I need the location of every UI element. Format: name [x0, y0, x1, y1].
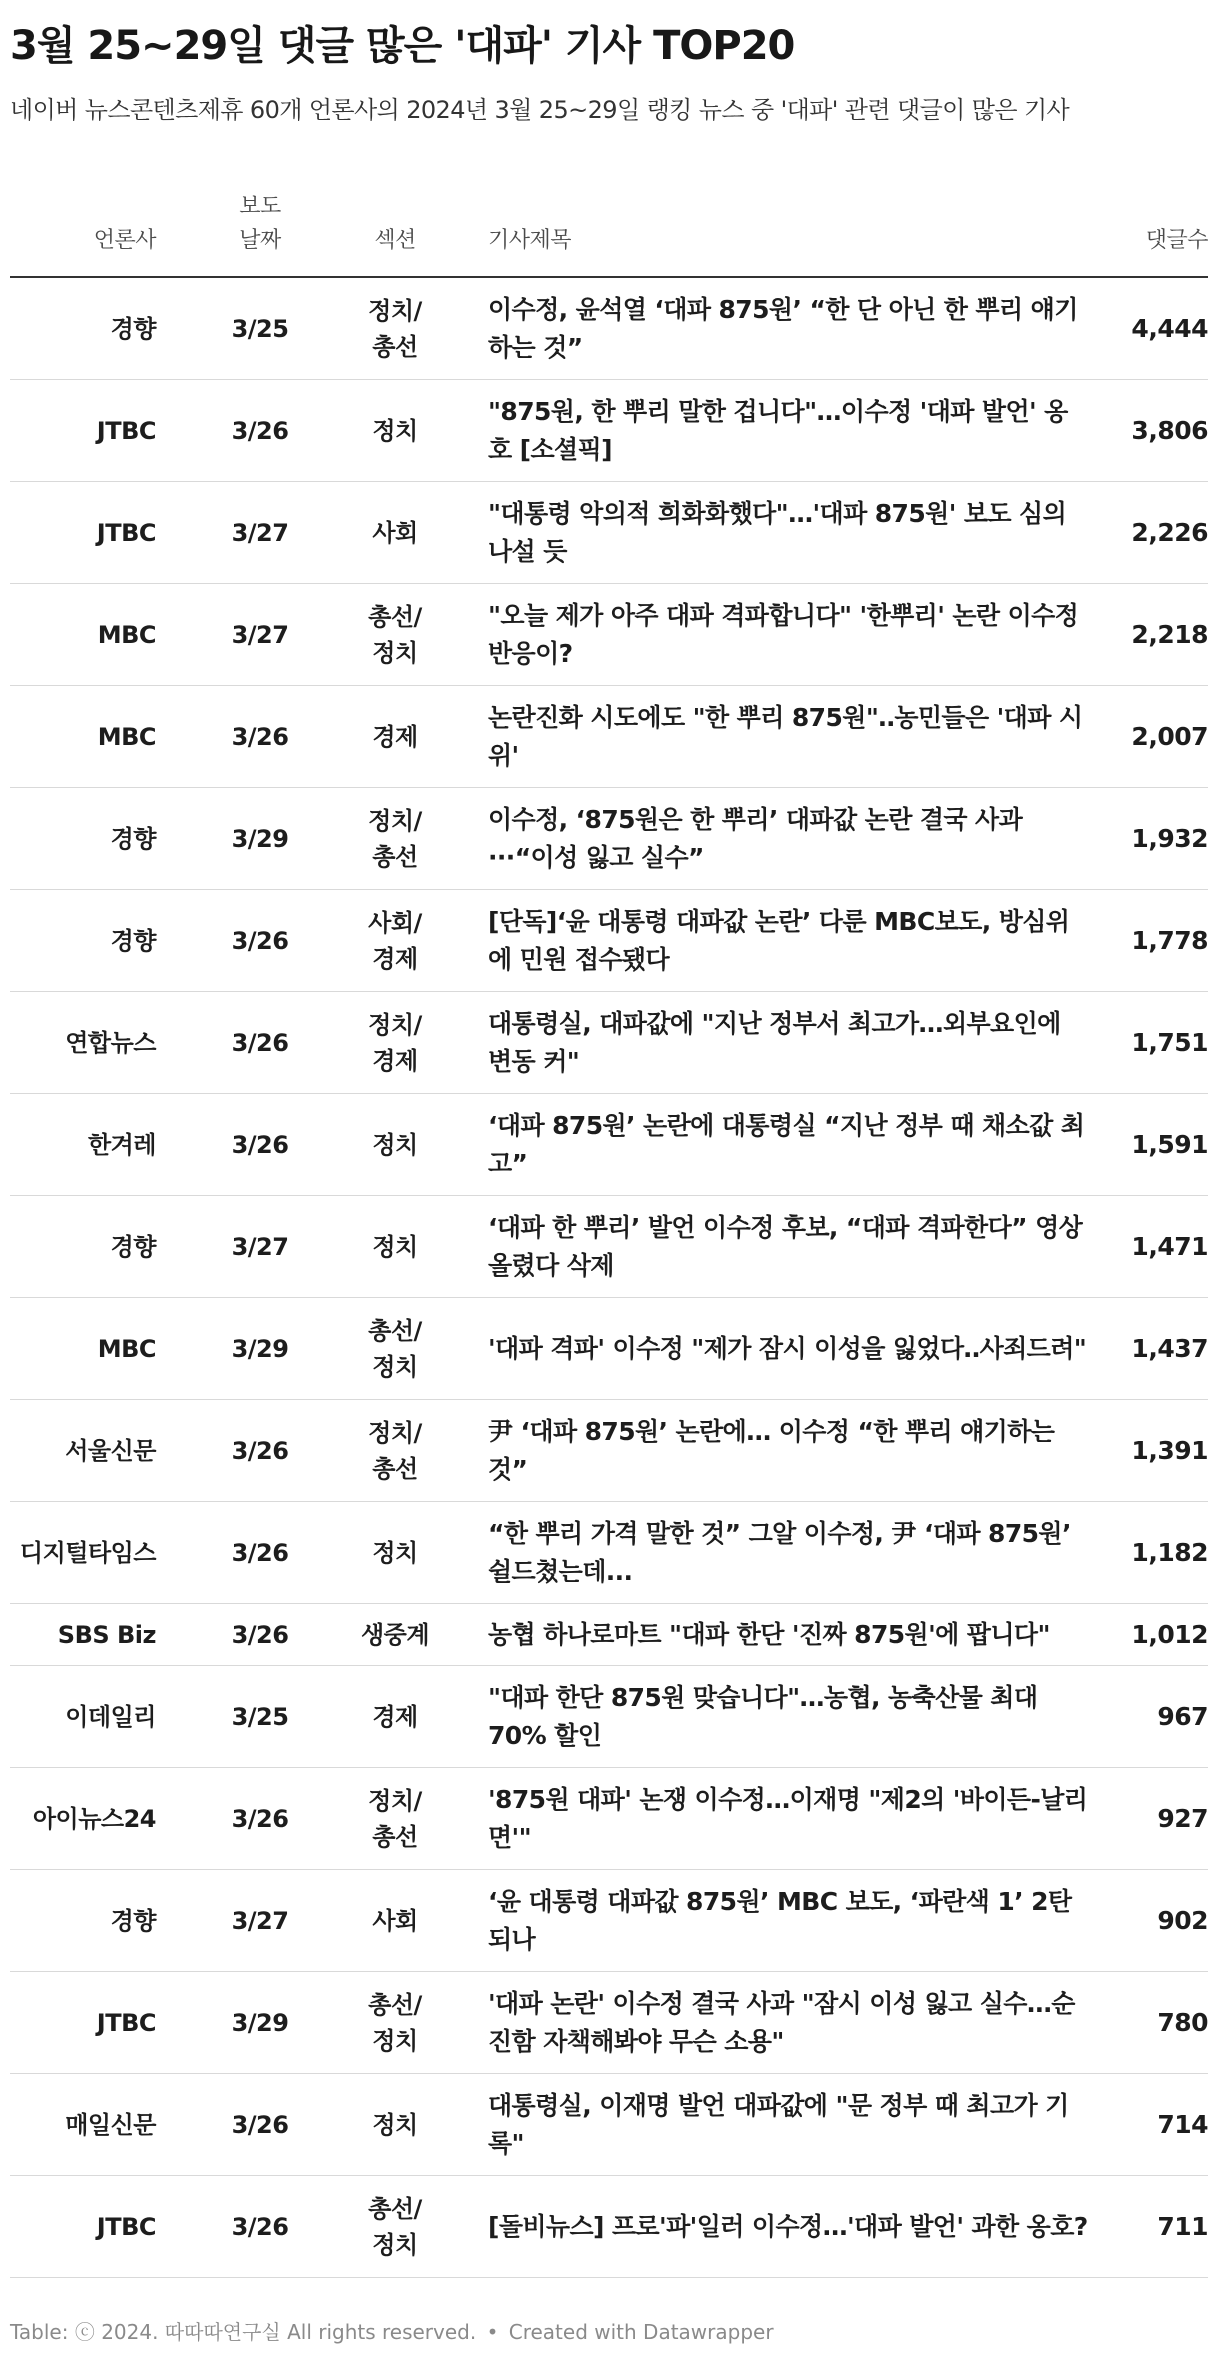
headline-cell[interactable]: 이수정, 윤석열 ‘대파 875원’ “한 단 아닌 한 뿌리 얘기하는 것” [488, 294, 1078, 362]
date-cell: 3/26 [231, 1436, 289, 1465]
press-cell: MBC [97, 722, 156, 751]
comment-count-cell: 1,591 [1131, 1129, 1208, 1159]
headline-cell[interactable]: '875원 대파' 논쟁 이수정…이재명 "제2의 '바이든-날리면'" [488, 1784, 1088, 1852]
table-row[interactable] [10, 278, 1208, 380]
table-row[interactable] [10, 2074, 1208, 2176]
table-row[interactable] [10, 1400, 1208, 1502]
press-cell: 서울신문 [65, 1436, 156, 1465]
press-cell: MBC [97, 1334, 156, 1363]
table-row[interactable] [10, 992, 1208, 1094]
section-cell [330, 278, 460, 379]
headline-cell[interactable]: "대통령 악의적 희화화했다"…'대파 875원' 보도 심의 나설 듯 [488, 498, 1067, 566]
date-cell: 3/27 [231, 1232, 289, 1261]
section-line-2: 경제 [372, 1046, 418, 1075]
section-line-2: 총선 [372, 842, 418, 871]
table-row[interactable] [10, 890, 1208, 992]
headline-cell[interactable]: ‘대파 한 뿌리’ 발언 이수정 후보, “대파 격파한다” 영상 올렸다 삭제 [488, 1212, 1083, 1280]
date-cell: 3/25 [231, 314, 289, 343]
press-cell: JTBC [96, 416, 156, 445]
comment-count-cell: 3,806 [1131, 415, 1208, 445]
press-cell: 경향 [110, 926, 156, 955]
section-text [372, 2107, 417, 2143]
date-cell: 3/26 [231, 2110, 289, 2139]
press-cell: JTBC [96, 518, 156, 547]
section-cell [330, 380, 460, 481]
headline-cell[interactable]: 논란진화 시도에도 "한 뿌리 875원"‥농민들은 '대파 시위' [488, 702, 1083, 770]
section-line-1: 사회 [372, 518, 418, 547]
date-cell: 3/29 [231, 824, 289, 853]
section-cell [330, 1666, 460, 1767]
section-cell [330, 2176, 460, 2277]
press-cell: 디지털타임스 [19, 1538, 156, 1567]
comment-count-cell: 1,751 [1131, 1027, 1208, 1057]
section-line-1: 정치/ [368, 1418, 422, 1447]
table-row[interactable] [10, 1972, 1208, 2074]
comment-count-cell: 1,182 [1131, 1537, 1208, 1567]
section-line-1: 정치/ [368, 1786, 422, 1815]
copyright-icon: ⓒ [74, 2320, 95, 2344]
comment-count-cell: 1,437 [1131, 1333, 1208, 1363]
table-row[interactable] [10, 686, 1208, 788]
section-cell [330, 686, 460, 787]
section-line-1: 정치 [372, 1130, 418, 1159]
section-cell [330, 788, 460, 889]
section-text [372, 719, 417, 755]
section-line-2: 총선 [372, 1454, 418, 1483]
section-line-1: 정치 [372, 1538, 418, 1567]
section-line-2: 정치 [372, 2026, 418, 2055]
section-line-2: 경제 [372, 944, 418, 973]
column-header-comment-count[interactable]: 댓글수 [1145, 228, 1208, 253]
comment-count-cell: 1,012 [1131, 1619, 1208, 1649]
date-cell: 3/25 [231, 1702, 289, 1731]
section-line-2: 총선 [372, 1822, 418, 1851]
date-cell: 3/29 [231, 2008, 289, 2037]
section-text [368, 1007, 422, 1079]
comment-count-cell: 2,007 [1131, 721, 1208, 751]
section-line-1: 생중계 [360, 1620, 430, 1649]
section-line-1: 정치 [372, 2110, 418, 2139]
table-row[interactable] [10, 1502, 1208, 1604]
section-cell [330, 1604, 460, 1665]
section-line-2: 정치 [372, 2230, 418, 2259]
comment-count-cell: 2,226 [1131, 517, 1208, 547]
section-line-1: 정치/ [368, 806, 422, 835]
section-line-1: 총선/ [368, 1990, 422, 2019]
section-line-1: 경제 [372, 1702, 418, 1731]
date-cell: 3/27 [231, 620, 289, 649]
section-line-1: 정치 [372, 1232, 418, 1261]
press-cell: 매일신문 [65, 2110, 156, 2139]
press-cell: 아이뉴스24 [32, 1804, 156, 1833]
section-text [372, 1535, 417, 1571]
table-row[interactable] [10, 482, 1208, 584]
section-text [372, 413, 417, 449]
table-row[interactable] [10, 584, 1208, 686]
section-cell [330, 992, 460, 1093]
section-text [372, 1699, 417, 1735]
headline-cell[interactable]: "오늘 제가 아주 대파 격파합니다" '한뿌리' 논란 이수정 반응이? [488, 600, 1079, 668]
comment-count-cell: 1,932 [1131, 823, 1208, 853]
headline-cell[interactable]: 이수정, ‘875원은 한 뿌리’ 대파값 논란 결국 사과···“이성 잃고 실수” [488, 804, 1023, 872]
date-cell: 3/26 [231, 1130, 289, 1159]
section-cell [330, 1298, 460, 1399]
press-cell: 경향 [110, 1906, 156, 1935]
table-row[interactable] [10, 1870, 1208, 1972]
section-line-1: 총선/ [368, 1316, 422, 1345]
comment-count-cell: 967 [1157, 1701, 1208, 1731]
section-line-1: 정치/ [368, 296, 422, 325]
section-cell [330, 1502, 460, 1603]
table-row[interactable] [10, 1666, 1208, 1768]
comment-count-cell: 1,778 [1131, 925, 1208, 955]
date-cell: 3/26 [231, 1620, 289, 1649]
comment-count-cell: 1,391 [1131, 1435, 1208, 1465]
section-text [372, 515, 417, 551]
date-cell: 3/26 [231, 1028, 289, 1057]
section-cell [330, 1196, 460, 1297]
section-text [372, 1903, 417, 1939]
headline-cell[interactable]: 尹 ‘대파 875원’ 논란에… 이수정 “한 뿌리 얘기하는 것” [488, 1416, 1055, 1484]
headline-cell[interactable]: ‘대파 875원’ 논란에 대통령실 “지난 정부 때 채소값 최고” [488, 1110, 1085, 1178]
press-cell: 이데일리 [65, 1702, 156, 1731]
section-cell [330, 1972, 460, 2073]
comment-count-cell: 927 [1157, 1803, 1208, 1833]
section-line-1: 사회 [372, 1906, 418, 1935]
date-cell: 3/26 [231, 416, 289, 445]
date-cell: 3/26 [231, 2212, 289, 2241]
section-line-1: 정치 [372, 416, 418, 445]
headline-cell[interactable]: '대파 논란' 이수정 결국 사과 "잠시 이성 잃고 실수…순진함 자책해봐야 무슨 소용" [488, 1988, 1075, 2056]
press-cell: JTBC [96, 2008, 156, 2037]
press-cell: 경향 [110, 1232, 156, 1261]
section-text [368, 1783, 422, 1855]
date-cell: 3/26 [231, 722, 289, 751]
press-cell: 경향 [110, 314, 156, 343]
section-cell [330, 584, 460, 685]
press-cell: 한겨레 [87, 1130, 156, 1159]
section-line-1: 총선/ [368, 602, 422, 631]
date-cell: 3/27 [231, 1906, 289, 1935]
section-text [368, 293, 422, 365]
column-header-headline[interactable]: 기사제목 [488, 228, 572, 253]
section-cell [330, 890, 460, 991]
section-cell [330, 1400, 460, 1501]
date-cell: 3/26 [231, 926, 289, 955]
section-text [368, 1415, 422, 1487]
headline-cell[interactable]: 대통령실, 이재명 발언 대파값에 "문 정부 때 최고가 기록" [488, 2090, 1069, 2158]
press-cell: JTBC [96, 2212, 156, 2241]
section-text [361, 1617, 429, 1653]
date-cell: 3/26 [231, 1538, 289, 1567]
section-text [368, 1313, 422, 1385]
press-cell: SBS Biz [57, 1620, 156, 1649]
section-text [368, 599, 422, 671]
section-cell [330, 482, 460, 583]
section-text [372, 1127, 417, 1163]
column-header-date-line1: 보도 [239, 194, 281, 219]
section-text [372, 1229, 417, 1265]
comment-count-cell: 711 [1157, 2211, 1208, 2241]
table-row[interactable] [10, 1196, 1208, 1298]
section-text [368, 1987, 422, 2059]
comment-count-cell: 902 [1157, 1905, 1208, 1935]
section-cell [330, 2074, 460, 2175]
table-row[interactable] [10, 1768, 1208, 1870]
page-title: 3월 25~29일 댓글 많은 '대파' 기사 TOP20 [10, 23, 795, 69]
press-cell: 연합뉴스 [65, 1028, 156, 1057]
section-cell [330, 1870, 460, 1971]
section-text [368, 2191, 422, 2263]
column-header-press[interactable]: 언론사 [93, 228, 156, 253]
headline-cell[interactable]: ‘윤 대통령 대파값 875원’ MBC 보도, ‘파란색 1’ 2탄 되나 [488, 1886, 1072, 1954]
press-cell: 경향 [110, 824, 156, 853]
headline-cell[interactable]: "875원, 한 뿌리 말한 겁니다"…이수정 '대파 발언' 옹호 [소셜픽] [488, 396, 1068, 464]
comment-count-cell: 714 [1157, 2109, 1208, 2139]
comment-count-cell: 2,218 [1131, 619, 1208, 649]
section-cell [330, 1094, 460, 1195]
headline-cell[interactable]: '대파 격파' 이수정 "제가 잠시 이성을 잃었다‥사죄드려" [488, 1333, 1087, 1363]
footer-separator: • [486, 2320, 499, 2344]
press-cell: MBC [97, 620, 156, 649]
page-subtitle: 네이버 뉴스콘텐츠제휴 60개 언론사의 2024년 3월 25~29일 랭킹 뉴스 중 '대파' 관련 댓글이 많은 기사 [10, 96, 1070, 124]
table-row[interactable] [10, 788, 1208, 890]
table-row[interactable] [10, 2176, 1208, 2278]
section-line-2: 정치 [372, 1352, 418, 1381]
comment-count-cell: 780 [1157, 2007, 1208, 2037]
table-header [10, 180, 1208, 278]
column-header-date[interactable] [210, 190, 310, 258]
table-row[interactable] [10, 1298, 1208, 1400]
date-cell: 3/29 [231, 1334, 289, 1363]
table-body [10, 278, 1208, 2278]
headline-cell[interactable]: 농협 하나로마트 "대파 한단 '진짜 875원'에 팝니다" [488, 1619, 1050, 1649]
headline-cell[interactable]: [단독]‘윤 대통령 대파값 논란’ 다룬 MBC보도, 방심위에 민원 접수됐다 [488, 906, 1070, 974]
table-row[interactable] [10, 380, 1208, 482]
table-row[interactable] [10, 1604, 1208, 1666]
table-footer [10, 2318, 774, 2346]
headline-cell[interactable]: “한 뿌리 가격 말한 것” 그알 이수정, 尹 ‘대파 875원’ 쉴드쳤는데... [488, 1518, 1071, 1586]
comment-count-cell: 1,471 [1131, 1231, 1208, 1261]
ranking-table [10, 180, 1208, 2278]
footer-rights: 2024. 따따따연구실 All rights reserved. [101, 2320, 477, 2344]
section-line-1: 총선/ [368, 2194, 422, 2223]
section-line-2: 총선 [372, 332, 418, 361]
headline-cell[interactable]: 대통령실, 대파값에 "지난 정부서 최고가…외부요인에 변동 커" [488, 1008, 1061, 1076]
date-cell: 3/27 [231, 518, 289, 547]
date-cell: 3/26 [231, 1804, 289, 1833]
section-line-1: 경제 [372, 722, 418, 751]
footer-table-label: Table: [10, 2320, 69, 2344]
footer-credit[interactable]: Created with Datawrapper [508, 2320, 774, 2344]
headline-cell[interactable]: [돌비뉴스] 프로'파'일러 이수정…'대파 발언' 과한 옹호? [488, 2211, 1088, 2241]
section-line-2: 정치 [372, 638, 418, 667]
comment-count-cell: 4,444 [1131, 313, 1208, 343]
section-cell [330, 1768, 460, 1869]
section-line-1: 정치/ [368, 1010, 422, 1039]
column-header-date-line2: 날짜 [239, 228, 281, 253]
section-text [368, 803, 422, 875]
headline-cell[interactable]: "대파 한단 875원 맞습니다"…농협, 농축산물 최대 70% 할인 [488, 1682, 1038, 1750]
column-header-section[interactable]: 섹션 [374, 228, 416, 253]
section-text [368, 905, 422, 977]
section-line-1: 사회/ [368, 908, 422, 937]
table-row[interactable] [10, 1094, 1208, 1196]
